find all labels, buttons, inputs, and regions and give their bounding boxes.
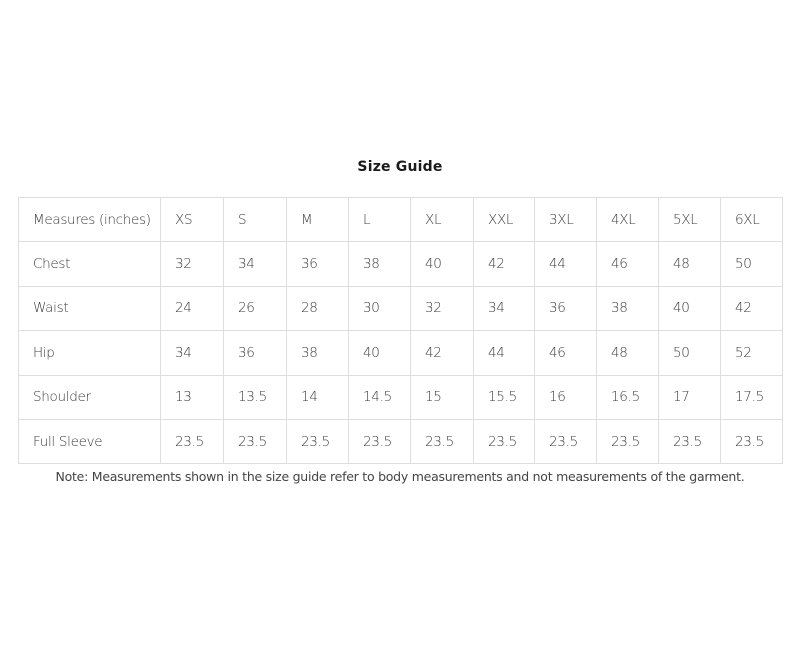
table-cell: 44 bbox=[535, 242, 597, 286]
table-cell: 16 bbox=[535, 375, 597, 419]
table-cell: 38 bbox=[349, 242, 411, 286]
table-cell: 38 bbox=[597, 286, 659, 330]
table-row-full-sleeve bbox=[19, 419, 783, 463]
table-cell: 36 bbox=[535, 286, 597, 330]
header-size-cell: 5XL bbox=[659, 198, 721, 242]
table-cell: 50 bbox=[659, 331, 721, 375]
table-cell: 36 bbox=[287, 242, 349, 286]
table-cell: 26 bbox=[224, 286, 287, 330]
row-label-cell: Chest bbox=[19, 242, 161, 286]
row-label-cell: Hip bbox=[19, 331, 161, 375]
table-cell: 36 bbox=[224, 331, 287, 375]
table-cell: 23.5 bbox=[224, 419, 287, 463]
table-cell: 42 bbox=[411, 331, 474, 375]
table-cell: 44 bbox=[474, 331, 535, 375]
page-title: Size Guide bbox=[357, 159, 443, 175]
table-row-chest bbox=[19, 242, 783, 286]
table-cell: 48 bbox=[659, 242, 721, 286]
header-size-cell: 3XL bbox=[535, 198, 597, 242]
footnote: Note: Measurements shown in the size guide refer to body measurements and not measurements of the garment. bbox=[55, 469, 745, 484]
table-cell: 23.5 bbox=[535, 419, 597, 463]
table-cell: 32 bbox=[161, 242, 224, 286]
size-guide-table bbox=[18, 197, 783, 464]
table-cell: 17 bbox=[659, 375, 721, 419]
table-cell: 46 bbox=[597, 242, 659, 286]
table-cell: 34 bbox=[161, 331, 224, 375]
table-cell: 23.5 bbox=[659, 419, 721, 463]
table-cell: 15.5 bbox=[474, 375, 535, 419]
header-size-cell: XS bbox=[161, 198, 224, 242]
table-cell: 23.5 bbox=[287, 419, 349, 463]
table-cell: 14.5 bbox=[349, 375, 411, 419]
table-cell: 42 bbox=[474, 242, 535, 286]
table-cell: 42 bbox=[721, 286, 783, 330]
table-cell: 23.5 bbox=[349, 419, 411, 463]
table-cell: 30 bbox=[349, 286, 411, 330]
table-cell: 34 bbox=[224, 242, 287, 286]
row-label-cell: Full Sleeve bbox=[19, 419, 161, 463]
header-size-cell: L bbox=[349, 198, 411, 242]
table-cell: 17.5 bbox=[721, 375, 783, 419]
table-cell: 13 bbox=[161, 375, 224, 419]
table-cell: 40 bbox=[411, 242, 474, 286]
table-cell: 23.5 bbox=[597, 419, 659, 463]
table-cell: 32 bbox=[411, 286, 474, 330]
table-cell: 24 bbox=[161, 286, 224, 330]
table-cell: 28 bbox=[287, 286, 349, 330]
header-size-cell: 6XL bbox=[721, 198, 783, 242]
table-row-waist bbox=[19, 286, 783, 330]
header-size-cell: M bbox=[287, 198, 349, 242]
table-cell: 23.5 bbox=[161, 419, 224, 463]
table-cell: 46 bbox=[535, 331, 597, 375]
row-label-cell: Shoulder bbox=[19, 375, 161, 419]
table-cell: 23.5 bbox=[721, 419, 783, 463]
header-label-cell: Measures (inches) bbox=[19, 198, 161, 242]
table-cell: 40 bbox=[349, 331, 411, 375]
table-cell: 14 bbox=[287, 375, 349, 419]
table-cell: 40 bbox=[659, 286, 721, 330]
table-row-hip bbox=[19, 331, 783, 375]
table-cell: 16.5 bbox=[597, 375, 659, 419]
table-cell: 38 bbox=[287, 331, 349, 375]
header-size-cell: S bbox=[224, 198, 287, 242]
table-cell: 13.5 bbox=[224, 375, 287, 419]
table-cell: 52 bbox=[721, 331, 783, 375]
row-label-cell: Waist bbox=[19, 286, 161, 330]
table-cell: 23.5 bbox=[411, 419, 474, 463]
table-header-row bbox=[19, 198, 783, 242]
table-row-shoulder bbox=[19, 375, 783, 419]
table-cell: 15 bbox=[411, 375, 474, 419]
table-cell: 34 bbox=[474, 286, 535, 330]
table-cell: 50 bbox=[721, 242, 783, 286]
table-cell: 23.5 bbox=[474, 419, 535, 463]
header-size-cell: XL bbox=[411, 198, 474, 242]
header-size-cell: XXL bbox=[474, 198, 535, 242]
header-size-cell: 4XL bbox=[597, 198, 659, 242]
table-cell: 48 bbox=[597, 331, 659, 375]
